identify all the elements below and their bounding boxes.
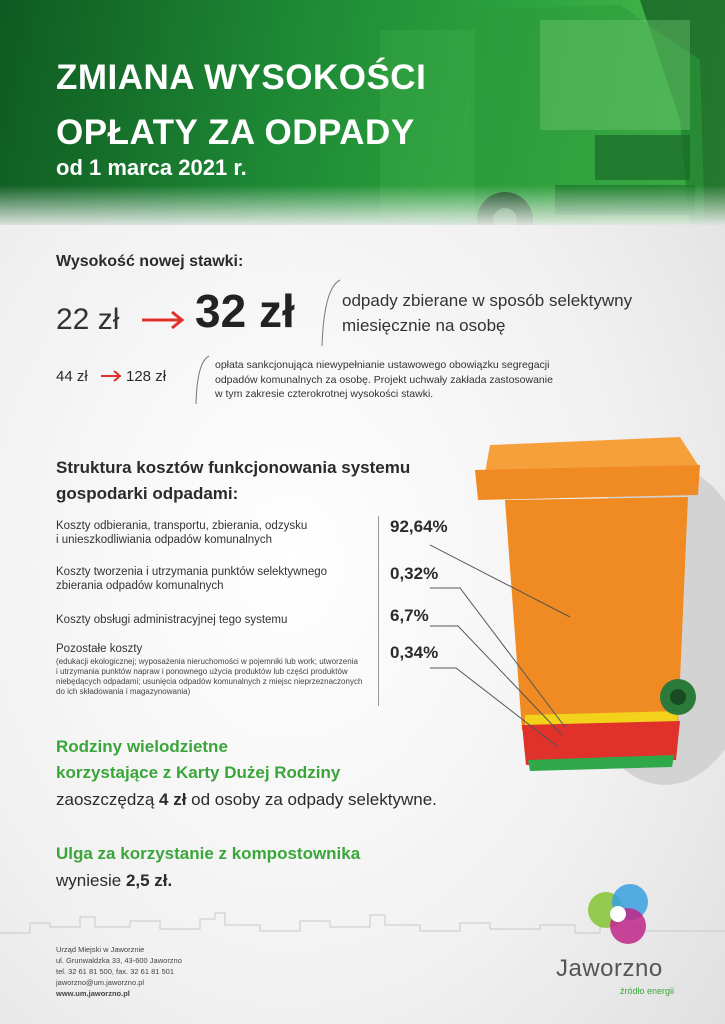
penalty-old-value: 44 zł (56, 368, 88, 385)
pct-collection: 92,64% (390, 517, 448, 536)
cost-item-other: Pozostałe koszty (56, 643, 143, 655)
new-rate-label: Wysokość nowej stawki: (56, 253, 244, 270)
compost-heading: Ulga za korzystanie z kompostownika (56, 844, 361, 863)
bracket-divider (318, 278, 344, 348)
footer-phone: tel. 32 61 81 500, fax. 32 61 81 501 (56, 967, 175, 976)
arrow-right-icon (140, 308, 188, 332)
pct-selective-points: 0,32% (390, 564, 439, 583)
structure-title-line-1: Struktura kosztów funkcjonowania systemu (56, 458, 411, 477)
family-savings-text: zaoszczędzą 4 zł od osoby za odpady selektywne. (56, 790, 437, 809)
structure-title (56, 455, 476, 507)
rate-description (342, 288, 702, 338)
title-line-1: ZMIANA WYSOKOŚCI (56, 58, 427, 97)
footer-contact (56, 944, 182, 999)
waste-bin-illustration (430, 425, 725, 785)
family-savings-amount: 4 zł (159, 790, 187, 809)
title-line-2: OPŁATY ZA ODPADY (56, 113, 415, 152)
penalty-description (215, 358, 645, 402)
logo-tagline: źródło energii (620, 986, 675, 996)
penalty-desc-line-3: w tym zakresie czterokrotnej wysokości stawki. (215, 388, 434, 400)
penalty-desc-line-2: odpadów komunalnych za osobę. Projekt uchwały zakłada zastosowanie (215, 373, 553, 386)
structure-title-line-2: gospodarki odpadami: (56, 484, 239, 503)
family-heading-line-1: Rodziny wielodzietne (56, 737, 228, 756)
footer-address: ul. Grunwaldzka 33, 43-600 Jaworzno (56, 956, 182, 965)
compost-relief-text: wyniesie 2,5 zł. (56, 871, 173, 890)
cost-item-administration: Koszty obsługi administracyjnej tego systemu (56, 614, 288, 626)
cost-item-selective-points: Koszty tworzenia i utrzymania punktów selektywnego zbierania odpadów komunalnych (56, 566, 328, 592)
pct-administration: 6,7% (390, 606, 429, 625)
rate-desc-line-2: miesięcznie na osobę (342, 316, 506, 335)
cost-item-collection: Koszty odbierania, transportu, zbierania, odzysku i unieszkodliwiania odpadów komunalnych (56, 520, 308, 546)
family-heading-line-2: korzystające z Karty Dużej Rodziny (56, 763, 341, 782)
cost-item-other-note: (edukacji ekologicznej; wyposażenia nieruchomości w pojemniki lub work; utworzenia i utrzymania punktów napraw i ponownego użycia produktów lub części produktów niebędących odpadami; usunięcia odpadów komunalnych z miejsc nieprzeznaczonych do ich składowania i magazynowania) (56, 657, 363, 696)
new-rate-value: 32 zł (195, 285, 295, 337)
cost-divider-line (378, 516, 379, 706)
logo-wordmark: Jaworzno (556, 955, 663, 982)
old-rate-value: 22 zł (56, 303, 120, 336)
compost-relief-amount: 2,5 zł. (125, 871, 173, 890)
rate-desc-line-1: odpady zbierane w sposób selektywny (342, 291, 633, 310)
footer-website[interactable]: www.um.jaworzno.pl (56, 989, 130, 998)
jaworzno-logo-icon (580, 880, 660, 950)
header-banner (0, 0, 725, 225)
penalty-new-value: 128 zł (126, 368, 167, 385)
pct-other: 0,34% (390, 643, 439, 662)
small-bracket-divider (192, 354, 212, 406)
page-title (56, 50, 426, 160)
small-arrow-right-icon (100, 369, 124, 383)
footer-office: Urząd Miejski w Jaworznie (56, 945, 145, 954)
footer-email[interactable]: jaworzno@um.jaworzno.pl (56, 978, 145, 987)
penalty-desc-line-1: opłata sankcjonująca niewypełnianie ustawowego obowiązku segregacji (215, 359, 550, 371)
page-subtitle: od 1 marca 2021 r. (56, 155, 247, 180)
